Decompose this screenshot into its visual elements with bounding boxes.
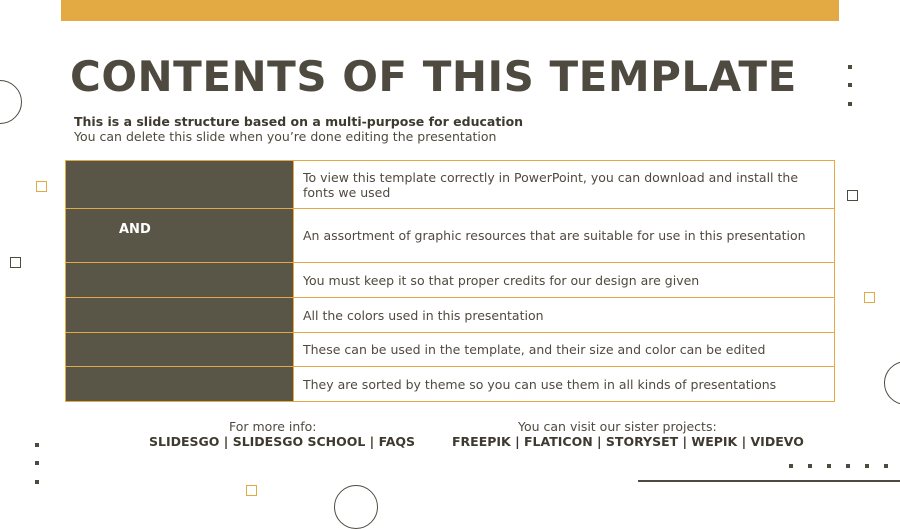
row-text: All the colors used in this presentation bbox=[294, 298, 835, 333]
row-label: AND bbox=[66, 209, 294, 263]
decor-square-dark bbox=[10, 257, 21, 268]
top-accent-bar bbox=[61, 0, 839, 21]
row-label bbox=[66, 263, 294, 298]
row-text: They are sorted by theme so you can use them in all kinds of presentations bbox=[294, 367, 835, 402]
slide-subtitle: You can delete this slide when you’re done editing the presentation bbox=[74, 129, 497, 144]
row-text: An assortment of graphic resources that are suitable for use in this presentation bbox=[294, 209, 835, 263]
table-row bbox=[66, 298, 835, 333]
slide-title: CONTENTS OF THIS TEMPLATE bbox=[70, 52, 797, 101]
row-text: You must keep it so that proper credits for our design are given bbox=[294, 263, 835, 298]
footer-sister-links[interactable]: FREEPIK | FLATICON | STORYSET | WEPIK | VIDEVO bbox=[452, 434, 804, 449]
decor-square-orange bbox=[246, 485, 257, 496]
decor-circle bbox=[334, 485, 378, 529]
decor-dot bbox=[846, 464, 850, 468]
row-label bbox=[66, 161, 294, 209]
row-label bbox=[66, 367, 294, 402]
slide-subtitle-bold: This is a slide structure based on a multi-purpose for education bbox=[74, 114, 524, 129]
decor-dot bbox=[827, 464, 831, 468]
decor-square-orange bbox=[36, 181, 47, 192]
row-text: To view this template correctly in PowerPoint, you can download and install the fonts we used bbox=[294, 161, 835, 209]
decor-dot bbox=[848, 65, 852, 69]
decor-dot bbox=[865, 464, 869, 468]
decor-dot bbox=[35, 443, 39, 447]
decor-dot bbox=[35, 480, 39, 484]
table-row bbox=[66, 367, 835, 402]
decor-square-dark bbox=[847, 190, 858, 201]
table-row bbox=[66, 161, 835, 209]
row-label bbox=[66, 333, 294, 367]
decor-dot bbox=[808, 464, 812, 468]
decor-dot bbox=[884, 464, 888, 468]
footer-info-heading: For more info: bbox=[229, 419, 317, 434]
decor-dot bbox=[848, 102, 852, 106]
table-row bbox=[66, 333, 835, 367]
decor-dot bbox=[848, 83, 852, 87]
decor-circle bbox=[0, 80, 22, 124]
decor-circle bbox=[884, 361, 900, 405]
decor-square-orange bbox=[864, 292, 875, 303]
footer-sister-heading: You can visit our sister projects: bbox=[518, 419, 717, 434]
footer-info-links[interactable]: SLIDESGO | SLIDESGO SCHOOL | FAQS bbox=[149, 434, 415, 449]
table-row bbox=[66, 209, 835, 263]
contents-table bbox=[65, 160, 835, 402]
row-label bbox=[66, 298, 294, 333]
decor-line bbox=[638, 480, 900, 482]
decor-dot bbox=[35, 461, 39, 465]
table-row bbox=[66, 263, 835, 298]
decor-dot bbox=[789, 464, 793, 468]
row-text: These can be used in the template, and their size and color can be edited bbox=[294, 333, 835, 367]
